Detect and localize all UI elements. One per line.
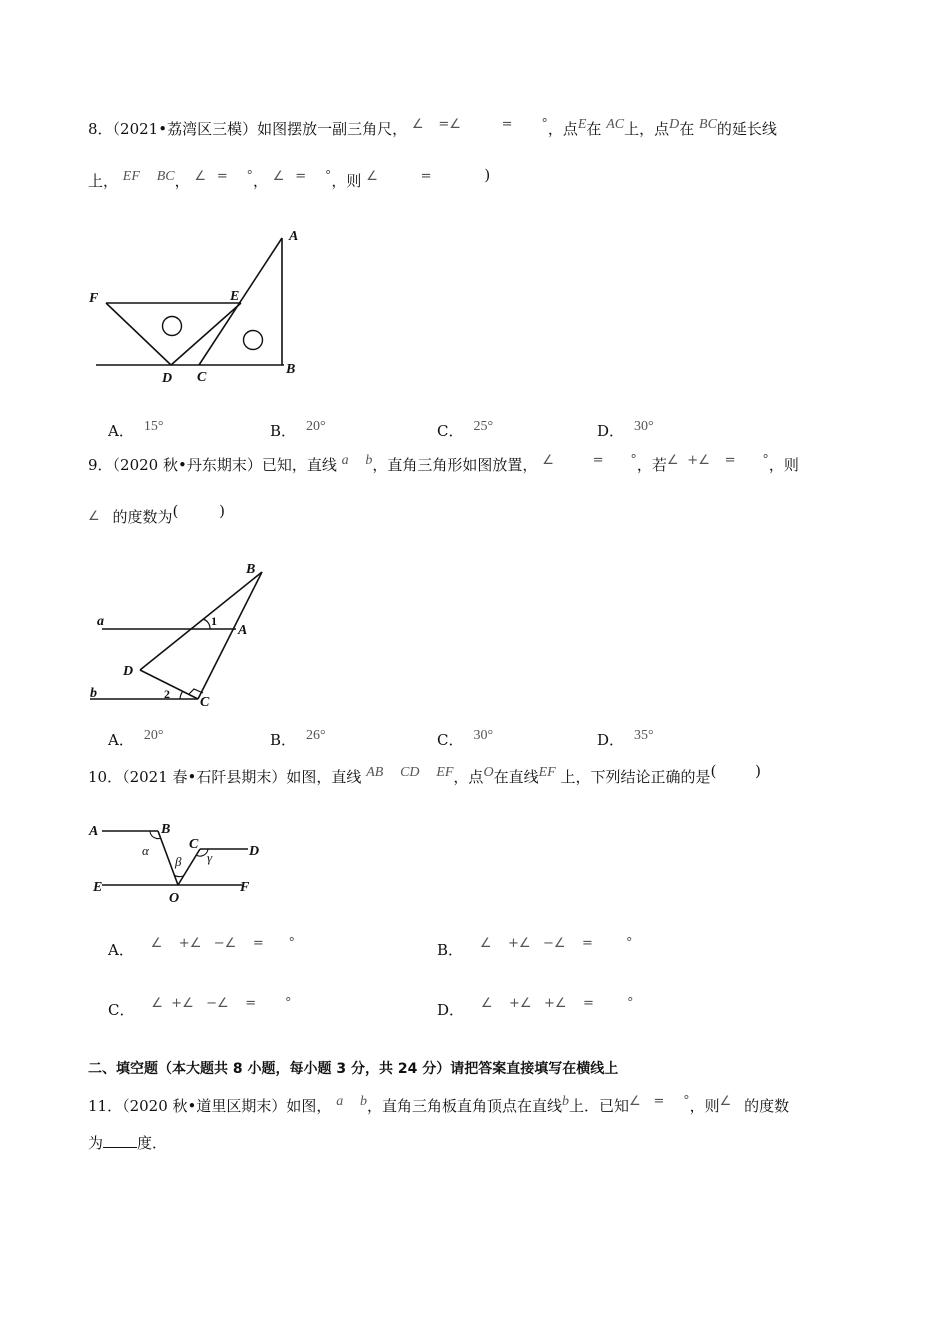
q8-figure (86, 226, 316, 386)
q9-paren: ) (219, 502, 225, 520)
answer-blank[interactable] (103, 1131, 137, 1148)
q10-figure (86, 818, 276, 908)
equals-icon: =∠ (438, 117, 461, 132)
q11-text: 度． (137, 1134, 168, 1152)
label-f: F (89, 291, 99, 306)
label-a: a (97, 614, 104, 629)
q8-option-a[interactable] (108, 420, 163, 444)
option-letter: B． (270, 731, 297, 749)
segment-ac: AC (606, 117, 625, 132)
option-letter: D． (597, 422, 625, 440)
label-b: b (90, 686, 97, 701)
label-e: E (93, 880, 103, 895)
q10-text: 上，下列结论正确的是 (560, 768, 711, 786)
label-b: B (161, 822, 171, 837)
point-d: D (669, 117, 680, 132)
q11-line2 (88, 1131, 167, 1154)
q8-text: 上， (88, 172, 119, 190)
label-1: 1 (211, 614, 217, 628)
option-value: 15° (143, 419, 164, 434)
equals-icon: = (653, 1094, 665, 1109)
label-e: E (230, 289, 240, 304)
option-value: 30° (634, 419, 654, 434)
angle2-arc (180, 691, 183, 699)
q9-option-a[interactable] (108, 729, 163, 753)
q10-line1 (88, 762, 761, 790)
q8-option-d[interactable] (597, 420, 654, 444)
degree-icon: ° (762, 453, 769, 468)
segment-ef: EF (122, 169, 140, 184)
angle-icon: ∠ (272, 169, 285, 184)
q8-option-c[interactable] (437, 420, 493, 444)
q8-text: ，则 (331, 172, 362, 190)
q8-paren: ) (484, 166, 491, 184)
degree-icon: ° (324, 169, 332, 184)
angle-icon: ∠ (194, 169, 207, 184)
q9-text: ，则 (768, 456, 799, 474)
q11-line1 (88, 1095, 789, 1119)
option-letter: C． (437, 731, 464, 749)
line-b: b (365, 453, 373, 468)
segment-ef: EF (436, 765, 454, 780)
label-f: F (240, 880, 250, 895)
label-a: A (89, 824, 99, 839)
label-o: O (169, 891, 180, 906)
label-aa: A (238, 623, 248, 638)
segment-cd: CD (400, 765, 420, 780)
q9-option-c[interactable] (437, 729, 493, 753)
angle-icon: ∠ (366, 169, 378, 184)
formula: ∠ +∠ +∠ = ° (480, 996, 634, 1011)
segment-bc: BC (156, 169, 175, 184)
line-a: a (341, 453, 349, 468)
label-c: C (197, 370, 207, 385)
q10-paren: ( (710, 762, 717, 780)
formula: ∠ +∠ −∠ = ° (150, 936, 296, 951)
formula: ∠ +∠ −∠ = ° (151, 996, 292, 1011)
q9-line2 (88, 502, 225, 530)
q11-number: 11． (88, 1097, 123, 1115)
option-letter: C． (437, 422, 464, 440)
q8-option-b[interactable] (270, 420, 326, 444)
q8-text: 如图摆放一副三角尺， (257, 120, 408, 138)
q8-text: ，点 (547, 120, 578, 138)
option-letter: A． (108, 941, 134, 959)
equals-icon: = (724, 453, 736, 468)
label-gamma: γ (207, 850, 213, 865)
q9-text: ，若 (636, 456, 667, 474)
q10-option-a[interactable] (108, 936, 296, 963)
angle-icon: ∠ (666, 453, 679, 468)
degree-icon: ° (246, 169, 253, 184)
option-letter: D． (437, 1001, 465, 1019)
q8-text: 上，点 (624, 120, 670, 138)
line-b: b (561, 1094, 569, 1109)
segment-bc: BC (699, 117, 717, 132)
angle-icon: ∠ (411, 117, 424, 132)
q10-text: 如图，直线 (286, 768, 362, 786)
option-value: 20° (143, 728, 164, 743)
q8-source: （2021•荔湾区三模） (112, 120, 258, 138)
angle-icon: ∠ (542, 453, 554, 468)
q11-text: 为 (88, 1134, 104, 1152)
q9-option-d[interactable] (597, 729, 654, 753)
equals-icon: = (216, 169, 228, 184)
q9-source: （2020 秋•丹东期末） (112, 456, 262, 474)
label-d: D (249, 844, 260, 859)
ruler-hole (244, 331, 263, 350)
q8-text: 的延长线 (716, 120, 777, 138)
angle-icon: ∠ (88, 509, 100, 524)
q11-text: ，则 (689, 1097, 720, 1115)
q11-source: （2020 秋•道里区期末） (122, 1097, 287, 1115)
degree-icon: ° (630, 453, 637, 468)
q9-figure (86, 556, 286, 716)
point-o: O (483, 765, 494, 780)
q10-option-c[interactable] (108, 996, 292, 1023)
q8-text: ， (174, 172, 190, 190)
angle-icon: ∠ (629, 1094, 641, 1109)
equals-icon: = (295, 169, 307, 184)
q11-text: ，直角三角板直角顶点在直线 (366, 1097, 562, 1115)
label-bb: B (246, 562, 256, 577)
q11-text: 上．已知 (568, 1097, 629, 1115)
label-c: C (189, 837, 199, 852)
line-b: b (359, 1094, 367, 1109)
q11-text: 的度数 (744, 1097, 790, 1115)
q9-paren: ( (172, 502, 179, 520)
equals-icon: = (420, 169, 432, 184)
option-letter: B． (270, 422, 297, 440)
q10-text: ，点 (453, 768, 484, 786)
edge-bc (198, 572, 262, 699)
plus-icon: +∠ (687, 453, 710, 468)
q10-number: 10． (88, 768, 123, 786)
edge-ac (199, 238, 282, 365)
q9-text: 已知，直线 (261, 456, 337, 474)
q8-text: ， (253, 172, 269, 190)
q9-text: ，直角三角形如图放置， (372, 456, 538, 474)
option-value: 35° (634, 728, 654, 743)
degree-icon: ° (541, 117, 548, 132)
q11-text: 如图， (286, 1097, 332, 1115)
line-a: a (336, 1094, 344, 1109)
q9-line1 (88, 454, 799, 478)
q10-option-b[interactable] (437, 936, 633, 963)
option-letter: A． (108, 422, 134, 440)
label-a: A (289, 229, 299, 244)
segment-ab: AB (366, 765, 384, 780)
label-d: D (123, 664, 134, 679)
label-alpha: α (142, 843, 149, 858)
q8-text: 在 (679, 120, 695, 138)
equals-icon: = (501, 117, 513, 132)
q8-text: 在 (586, 120, 602, 138)
q9-option-b[interactable] (270, 729, 326, 753)
q9-number: 9． (88, 456, 113, 474)
segment-ef: EF (538, 765, 556, 780)
label-c: C (200, 695, 210, 710)
option-letter: B． (437, 941, 464, 959)
q8-line1 (88, 118, 777, 142)
q10-source: （2021 春•石阡县期末） (122, 768, 287, 786)
edge-bd (140, 572, 262, 670)
q10-option-d[interactable] (437, 996, 634, 1023)
label-b: B (286, 362, 296, 377)
q10-paren: ) (755, 762, 761, 780)
ruler-hole (163, 317, 182, 336)
option-value: 20° (306, 419, 326, 434)
angle-icon: ∠ (719, 1094, 732, 1109)
option-value: 25° (473, 419, 494, 434)
option-value: 30° (473, 728, 494, 743)
label-2: 2 (164, 687, 170, 701)
equals-icon: = (592, 453, 604, 468)
formula: ∠ +∠ −∠ = ° (479, 936, 633, 951)
point-e: E (577, 117, 587, 132)
option-letter: C． (108, 1001, 135, 1019)
q9-text: 的度数为 (112, 508, 173, 526)
edge-fd (106, 303, 171, 365)
option-letter: A． (108, 731, 134, 749)
angle1-arc (203, 619, 210, 629)
q8-line2 (88, 166, 491, 194)
label-d: D (162, 371, 173, 386)
q10-text: 在直线 (493, 768, 539, 786)
label-beta: β (175, 854, 182, 869)
option-value: 26° (306, 728, 326, 743)
section-heading: 二、填空题（本大题共 8 小题，每小题 3 分，共 24 分）请把答案直接填写在横线上 (88, 1061, 619, 1077)
option-letter: D． (597, 731, 625, 749)
degree-icon: ° (683, 1094, 690, 1109)
q8-number: 8． (88, 120, 113, 138)
